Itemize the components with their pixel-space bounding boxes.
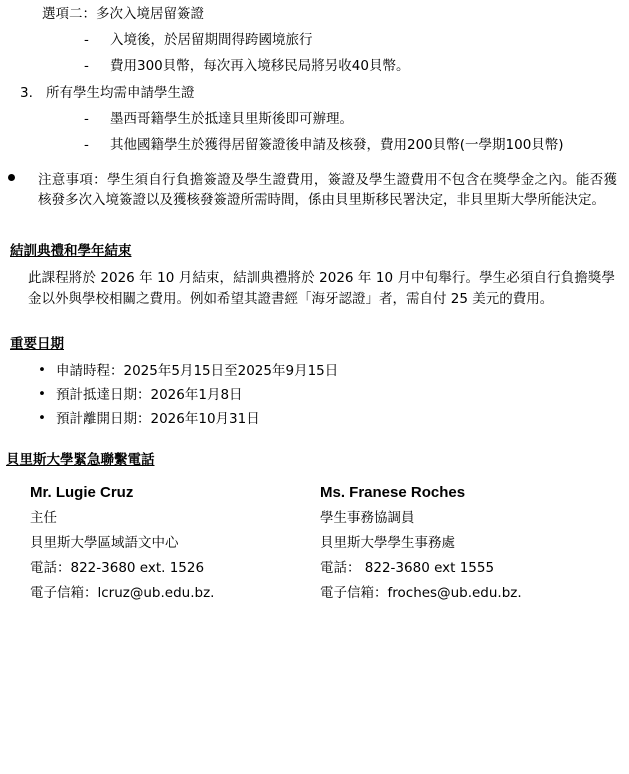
dash-glyph: - [84, 31, 89, 48]
dash-glyph: - [84, 136, 89, 153]
important-dates-list [34, 361, 629, 430]
contact-title: 學生事務協調員 [320, 510, 415, 526]
contact-card [30, 481, 320, 604]
contact-unit: 貝里斯大學區域語文中心 [30, 534, 179, 551]
list-item-text: 申請時程：2025年5月15日至2025年9月15日 [56, 363, 339, 380]
contact-phone: 電話：822-3680 ext. 1526 [30, 559, 205, 576]
list-item-text: 預計抵達日期：2026年1月8日 [56, 386, 243, 403]
contact-email: 電子信箱：froches@ub.edu.bz. [320, 584, 522, 601]
student-id-dash-text: 其他國籍學生於獲得居留簽證後申請及核發，費用200貝幣(一學期100貝幣) [110, 136, 564, 153]
option-dash-text: 入境後，於居留期間得跨國境旅行 [110, 31, 313, 48]
list-item-text: 預計離開日期：2026年10月31日 [56, 410, 260, 427]
contacts-heading: 貝里斯大學緊急聯繫電話 [6, 451, 155, 468]
dot-glyph: • [38, 409, 46, 426]
graduation-heading: 結訓典禮和學年結束 [10, 243, 132, 260]
list-item [34, 385, 629, 406]
item-text: 所有學生均需申請學生證 [46, 84, 195, 101]
option-dash-item [84, 30, 629, 51]
contact-name: Ms. Franese Roches [320, 483, 466, 501]
item-number: 3. [20, 84, 33, 101]
dot-glyph: • [38, 385, 46, 402]
important-dates-heading: 重要日期 [10, 336, 64, 353]
graduation-section [0, 241, 629, 310]
student-id-dash-item [84, 135, 619, 156]
option-dash-text: 費用300貝幣，每次再入境移民局將另收40貝幣。 [110, 57, 410, 74]
option-dash-item [84, 56, 629, 77]
contacts-section [0, 450, 629, 604]
important-dates-section [0, 334, 629, 430]
bullet-dot-icon [8, 174, 15, 181]
options-section [0, 0, 629, 156]
note-text: 注意事項：學生須自行負擔簽證及學生證費用，簽證及學生證費用不包含在獎學金之內。能否獲核發多次入境簽證以及獲核發簽證所需時間，係由貝里斯移民署決定，非貝里斯大學所能決定。 [38, 171, 617, 209]
contact-phone: 電話： 822-3680 ext 1555 [320, 559, 495, 576]
contacts-grid [30, 481, 629, 604]
graduation-body: 此課程將於 2026 年 10 月結束，結訓典禮將於 2026 年 10 月中旬舉行。學生必須自行負擔獎學金以外與學校相關之費用。例如希望其證書經「海牙認證」者，需自付 25 美元的費用。 [28, 270, 615, 308]
dot-glyph: • [38, 362, 46, 379]
option-two-title: 選項二：多次入境居留簽證 [42, 6, 204, 22]
dash-glyph: - [84, 57, 89, 74]
contact-email: 電子信箱：lcruz@ub.edu.bz. [30, 584, 215, 601]
dash-glyph: - [84, 110, 89, 127]
list-item [34, 409, 629, 430]
contact-unit: 貝里斯大學學生事務處 [320, 534, 455, 551]
contact-card [320, 481, 610, 604]
student-id-dash-text: 墨西哥籍學生於抵達貝里斯後即可辦理。 [110, 110, 353, 127]
list-item [34, 361, 629, 382]
contact-title: 主任 [30, 510, 57, 526]
student-id-dash-item [84, 109, 629, 130]
note-bullet-block [38, 170, 629, 212]
contact-name: Mr. Lugie Cruz [30, 483, 134, 501]
numbered-item-3 [20, 83, 629, 104]
